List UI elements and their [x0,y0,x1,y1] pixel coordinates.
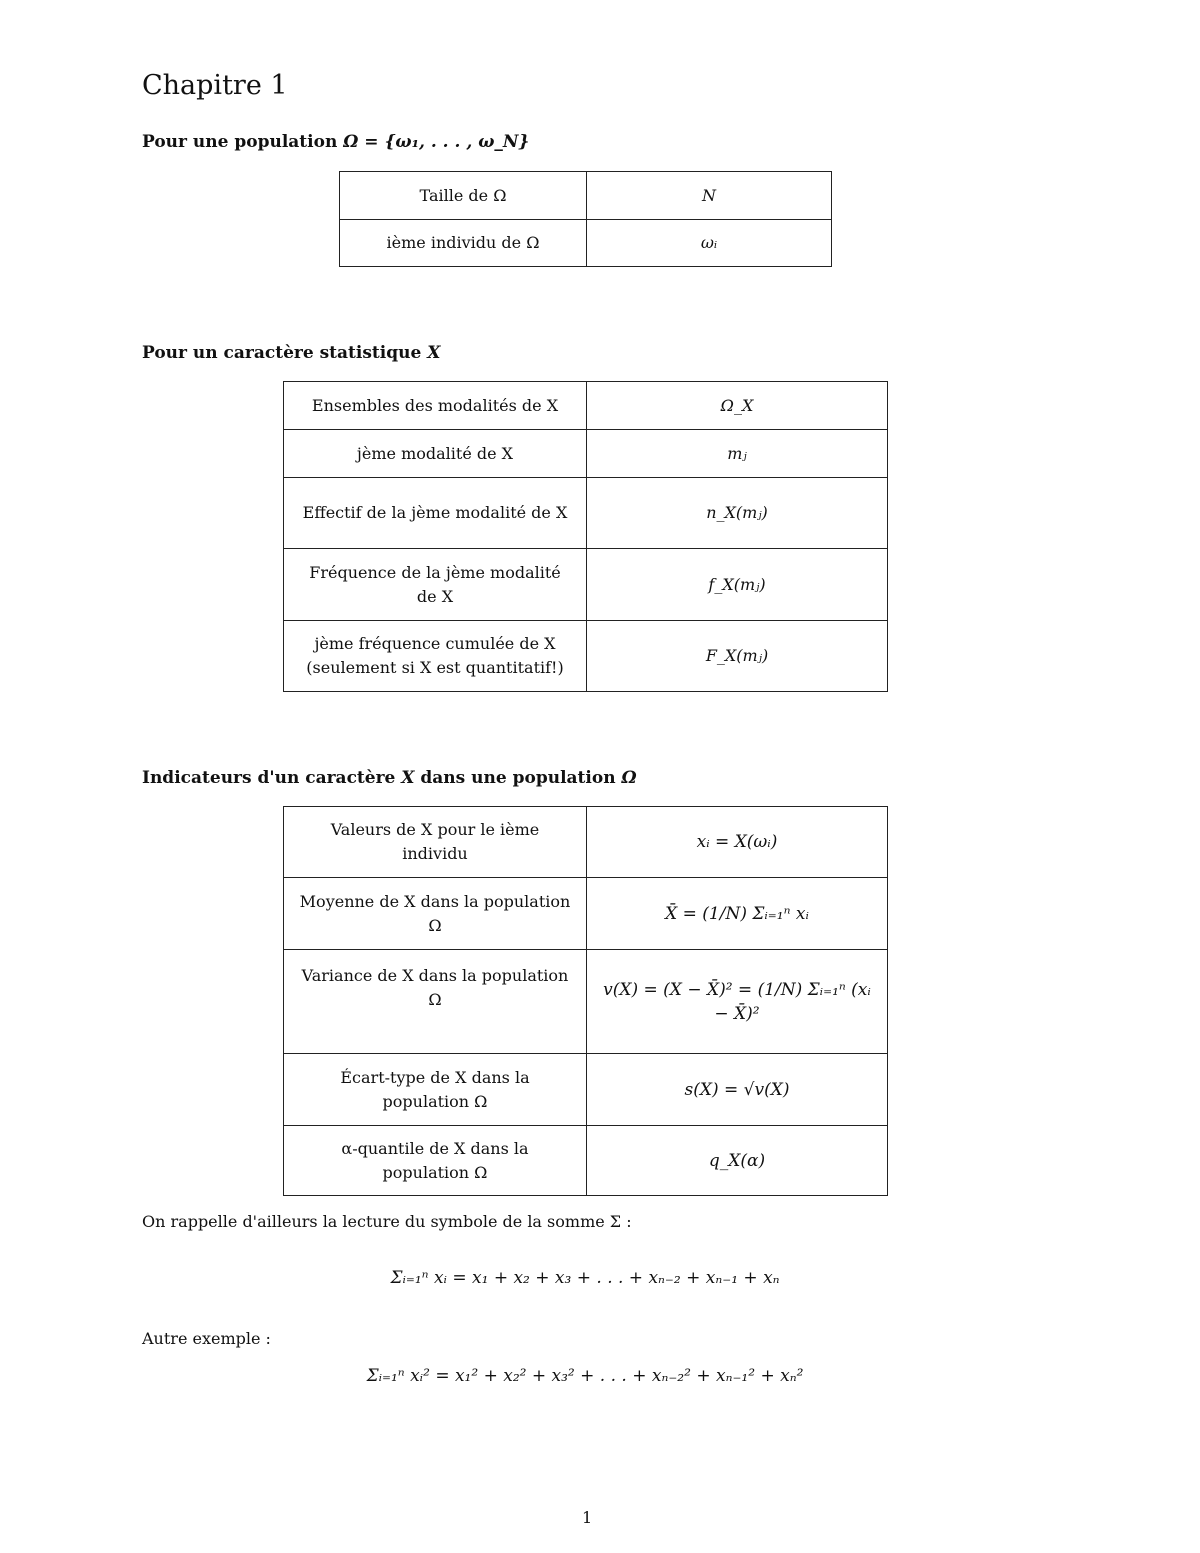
table-cell-value: Ω_X [587,382,888,430]
sum-formula-2: Σᵢ₌₁ⁿ xᵢ² = x₁² + x₂² + x₃² + . . . + xₙ₋₂² + xₙ₋₁² + xₙ² [366,1366,804,1386]
table-cell-value: v(X) = (X − X̄)² = (1/N) Σᵢ₌₁ⁿ (xᵢ − X̄)² [587,950,888,1054]
table-cell-label: jème fréquence cumulée de X (seulement si X est quantitatif!) [284,621,587,692]
table-cell-label: Moyenne de X dans la population Ω [284,878,587,950]
heading-text: Pour une population [142,132,344,152]
chapter-title: Chapitre 1 [142,70,288,101]
table-cell-value: f_X(mⱼ) [587,549,888,621]
table-row [284,621,888,692]
table-cell-value: xᵢ = X(ωᵢ) [587,807,888,878]
reminder-text: On rappelle d'ailleurs la lecture du symbole de la somme Σ : [142,1212,632,1231]
table-cell-label: Fréquence de la jème modalité de X [284,549,587,621]
table-cell-value: N [587,172,832,220]
heading-math-x: X [401,768,415,788]
heading-text: Pour un caractère statistique [142,343,428,363]
table-cell-value: ωᵢ [587,220,832,267]
sum-formula-1: Σᵢ₌₁ⁿ xᵢ = x₁ + x₂ + x₃ + . . . + xₙ₋₂ + xₙ₋₁ + xₙ [390,1268,780,1288]
table-row [284,950,888,1054]
table-cell-value: s(X) = √v(X) [587,1054,888,1126]
table-cell-label: Ensembles des modalités de X [284,382,587,430]
table-cell-value: mⱼ [587,430,888,478]
table-cell-value: F_X(mⱼ) [587,621,888,692]
section-heading-indicateurs [142,768,637,788]
table-row [340,172,832,220]
table-cell-value: q_X(α) [587,1126,888,1196]
heading-text-middle: dans une population [414,768,622,788]
table-cell-label: Variance de X dans la population Ω [284,950,587,1054]
table-row [284,478,888,549]
heading-text: Indicateurs d'un caractère [142,768,402,788]
table-cell-label: Valeurs de X pour le ième individu [284,807,587,878]
heading-math: X [427,343,441,363]
heading-math: Ω = {ω₁, . . . , ω_N} [343,132,530,152]
table-cell-label: α-quantile de X dans la population Ω [284,1126,587,1196]
table-row [284,1054,888,1126]
table-cell-value: X̄ = (1/N) Σᵢ₌₁ⁿ xᵢ [587,878,888,950]
example-label: Autre exemple : [142,1329,271,1348]
table-row [284,549,888,621]
table-row [284,382,888,430]
table-cell-label: Taille de Ω [340,172,587,220]
table-cell-label: Écart-type de X dans la population Ω [284,1054,587,1126]
population-table [339,171,832,267]
table-cell-label: Effectif de la jème modalité de X [284,478,587,549]
table-row [340,220,832,267]
table-row [284,1126,888,1196]
table-row [284,878,888,950]
table-row [284,430,888,478]
indicateurs-table [283,806,888,1196]
page-number: 1 [582,1508,593,1527]
table-row [284,807,888,878]
table-cell-label: ième individu de Ω [340,220,587,267]
table-cell-label: jème modalité de X [284,430,587,478]
table-cell-value: n_X(mⱼ) [587,478,888,549]
heading-math-omega: Ω [621,768,637,788]
section-heading-caractere [142,343,440,363]
section-heading-population [142,132,529,152]
modalites-table [283,381,888,692]
